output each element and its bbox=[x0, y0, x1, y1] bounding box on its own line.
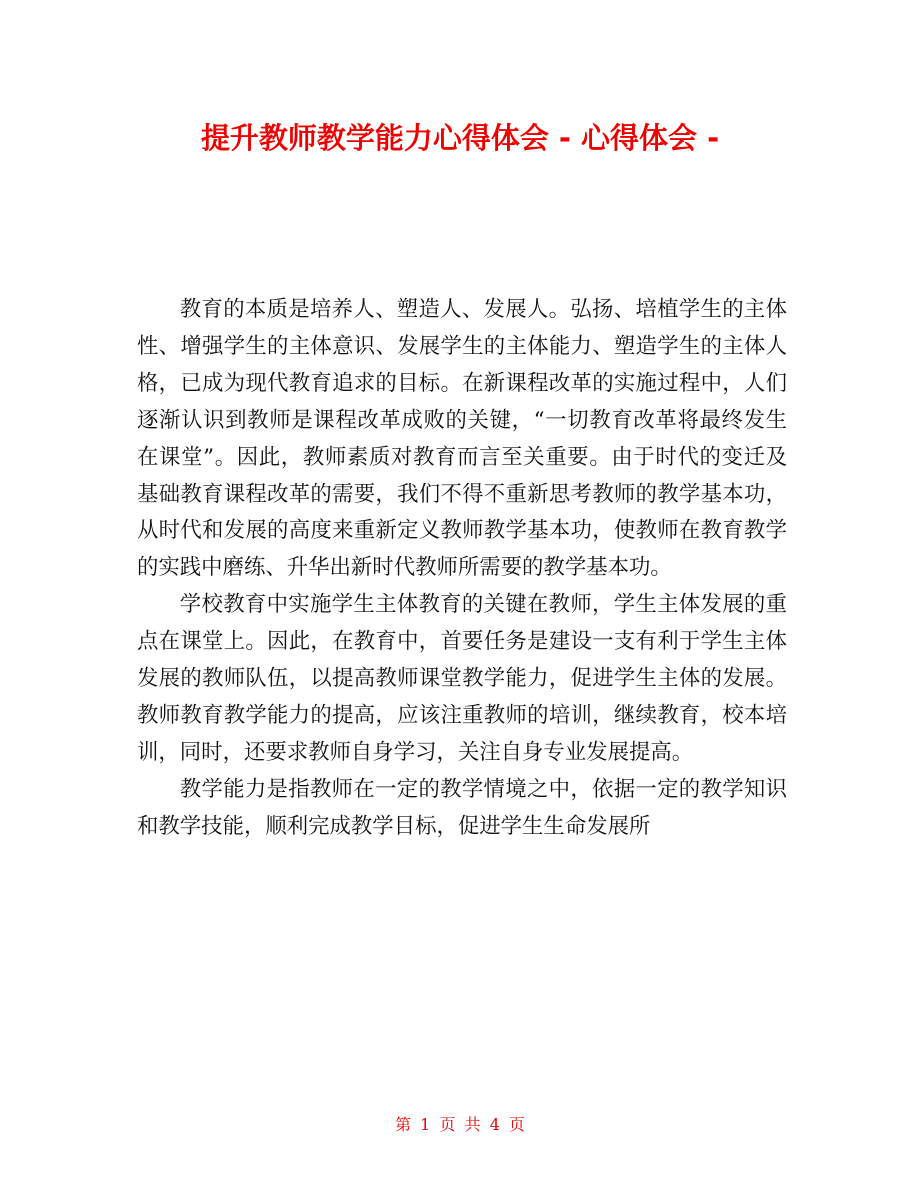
paragraph-1: 教育的本质是培养人、塑造人、发展人。弘扬、培植学生的主体性、增强学生的主体意识、发展学生的主体能力、塑造学生的主体人格，已成为现代教育追求的目标。在新课程改革的实施过程中，人们逐渐认识到教师是课程改革成败的关键，“一切教育改革将最终发生在课堂”。因此，教师素质对教育而言至关重要。由于时代的变迁及基础教育课程改革的需要，我们不得不重新思考教师的教学基本功，从时代和发展的高度来重新定义教师教学基本功，使教师在教育教学的实践中磨练、升华出新时代教师所需要的教学基本功。 bbox=[137, 297, 787, 581]
document-body bbox=[137, 292, 787, 846]
page-number-footer: 第 1 页 共 4 页 bbox=[395, 1115, 525, 1134]
paragraph-2: 学校教育中实施学生主体教育的关键在教师，学生主体发展的重点在课堂上。因此，在教育中，首要任务是建设一支有利于学生主体发展的教师队伍，以提高教师课堂教学能力，促进学生主体的发展。教师教育教学能力的提高，应该注重教师的培训，继续教育，校本培训，同时，还要求教师自身学习，关注自身专业发展提高。 bbox=[137, 592, 787, 765]
document-title: 提升教师教学能力心得体会 - 心得体会 - bbox=[200, 121, 720, 155]
paragraph-3: 教学能力是指教师在一定的教学情境之中，依据一定的教学知识和教学技能，顺利完成教学目标，促进学生生命发展所 bbox=[137, 776, 787, 839]
